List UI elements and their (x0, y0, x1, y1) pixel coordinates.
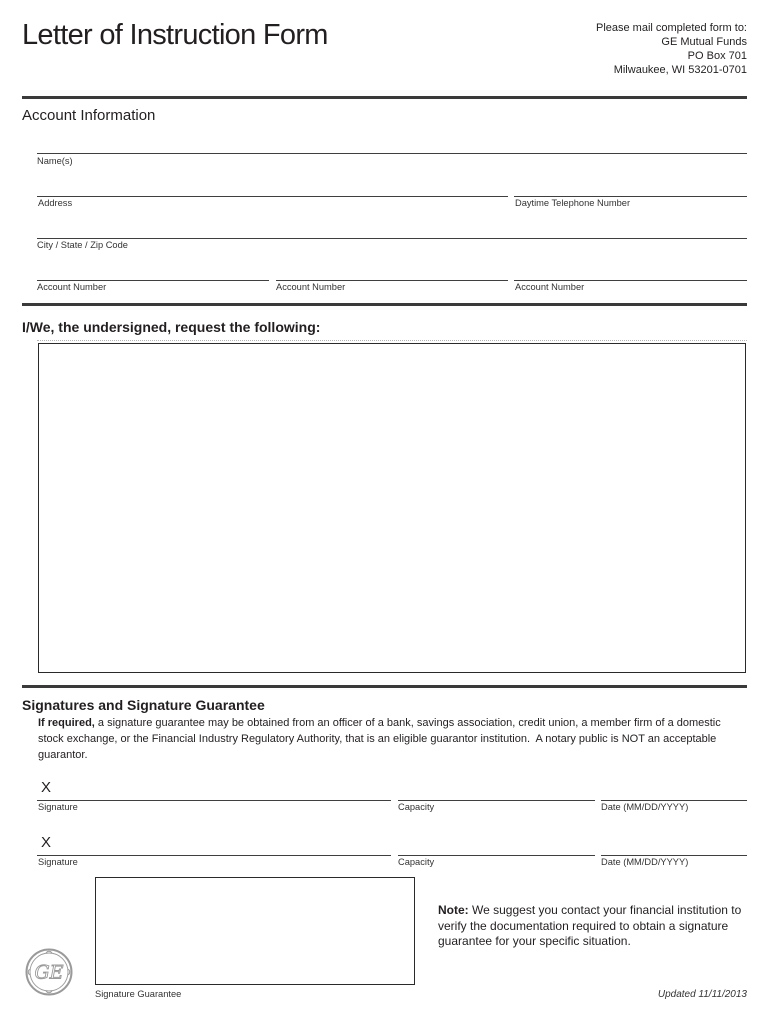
mailing-city-state-zip: Milwaukee, WI 53201-0701 (613, 64, 747, 76)
account-number-field-3[interactable] (514, 259, 747, 281)
signature-guarantee-box[interactable] (95, 877, 415, 985)
signature-field-2[interactable] (37, 834, 391, 856)
page-title: Letter of Instruction Form (22, 19, 328, 51)
signature-row (0, 779, 770, 813)
city-state-zip-field[interactable] (37, 217, 747, 239)
signature-guarantee-label: Signature Guarantee (95, 989, 182, 999)
account-number-field-2[interactable] (276, 259, 508, 281)
signature-x-mark: X (41, 834, 52, 851)
updated-date: Updated 11/11/2013 (657, 989, 747, 1000)
request-instructions-textarea[interactable] (38, 343, 746, 673)
signature-label: Signature (38, 857, 78, 867)
date-field-2[interactable] (601, 834, 747, 856)
account-number-label-3: Account Number (515, 282, 585, 292)
capacity-field-1[interactable] (398, 779, 595, 801)
signature-field-1[interactable] (37, 779, 391, 801)
account-information-heading: Account Information (22, 107, 156, 124)
request-section (0, 306, 770, 685)
ge-logo-lettering: GE (34, 961, 64, 984)
instructions-lead: If required, (38, 717, 95, 729)
date-field-1[interactable] (601, 779, 747, 801)
request-guide-line (37, 340, 747, 341)
account-information-section (0, 99, 770, 303)
signatures-heading: Signatures and Signature Guarantee (22, 697, 265, 713)
mailing-address (596, 21, 747, 77)
account-number-label-2: Account Number (276, 282, 346, 292)
signature-row (0, 834, 770, 868)
note-body: We suggest you contact your financial institution to verify the documentation required to obtain a signature guarantee for your specific situation. (438, 903, 745, 948)
date-label: Date (MM/DD/YYYY) (601, 857, 689, 867)
daytime-phone-field[interactable] (514, 175, 747, 197)
address-field[interactable] (37, 175, 508, 197)
note-lead: Note: (438, 903, 469, 917)
mailing-instruction: Please mail completed form to: (595, 22, 747, 34)
address-label: Address (38, 198, 73, 208)
request-heading: I/We, the undersigned, request the following: (22, 319, 321, 335)
capacity-field-2[interactable] (398, 834, 595, 856)
names-field[interactable] (37, 132, 747, 154)
daytime-phone-label: Daytime Telephone Number (515, 198, 631, 208)
mailing-recipient: GE Mutual Funds (661, 36, 747, 48)
signatures-section (0, 688, 770, 1024)
account-number-field-1[interactable] (37, 259, 269, 281)
header (0, 0, 770, 96)
signature-label: Signature (38, 802, 78, 812)
mailing-po-box: PO Box 701 (687, 50, 747, 62)
signature-guarantee-instructions (38, 715, 728, 763)
instructions-body: a signature guarantee may be obtained from an officer of a bank, savings association, credit union, a member firm of a domestic stock exchange, or the Financial Industry Regulatory Authority, that is an eligible guarantor institution. A notary public is NOT an acceptable guarantor. (38, 717, 724, 761)
date-label: Date (MM/DD/YYYY) (601, 802, 689, 812)
signature-x-mark: X (41, 779, 52, 796)
guarantee-note (438, 903, 748, 950)
capacity-label: Capacity (398, 802, 435, 812)
capacity-label: Capacity (398, 857, 435, 867)
ge-logo (25, 948, 73, 996)
names-label: Name(s) (37, 156, 73, 166)
city-state-zip-label: City / State / Zip Code (37, 240, 128, 250)
account-number-label-1: Account Number (37, 282, 107, 292)
